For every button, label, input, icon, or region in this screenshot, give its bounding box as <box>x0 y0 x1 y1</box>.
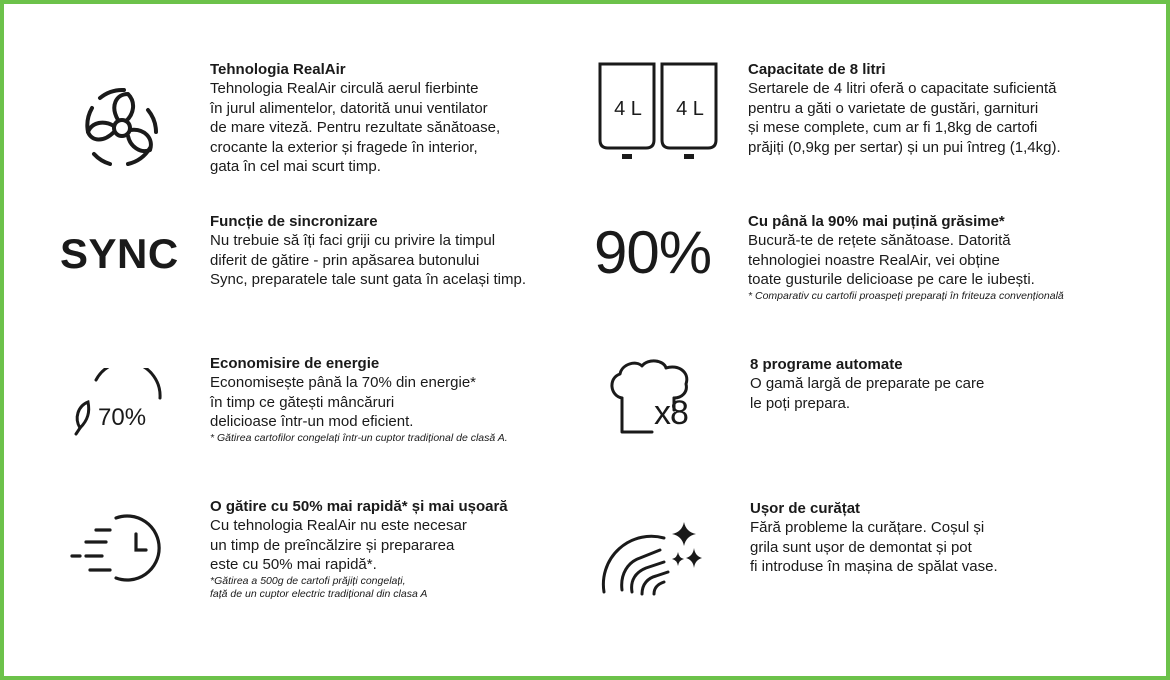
feature-title: Capacitate de 8 litri <box>748 61 886 78</box>
feature-title: O gătire cu 50% mai rapidă* și mai ușoară <box>210 498 508 515</box>
energy-percent: 70% <box>98 404 147 431</box>
feature-title: Ușor de curățat <box>750 500 861 517</box>
feature-description: Bucură-te de rețete sănătoase. Datorită tehnologiei noastre RealAir, vei obține toate gusturile delicioase pe care le iubești. <box>748 232 1035 288</box>
drawer-label: 4 L <box>614 98 642 120</box>
energy-icon <box>66 368 176 440</box>
percent-icon: 90% <box>594 219 712 286</box>
sync-icon: SYNC <box>60 230 179 277</box>
clean-hand-icon <box>598 518 710 600</box>
feature-title: Cu până la 90% mai puțină grăsime* <box>748 213 1005 230</box>
feature-description: Fără probleme la curățare. Coșul și grila sunt ușor de demontat și pot fi introduse în mașina de spălat vase. <box>750 519 998 575</box>
feature-title: Tehnologia RealAir <box>210 61 346 78</box>
drawers-icon <box>596 62 722 162</box>
fast-timer-icon <box>66 508 178 588</box>
drawer-label: 4 L <box>676 98 704 120</box>
feature-footnote: * Comparativ cu cartofii proaspeți preparați în friteuza convențională <box>748 289 1064 302</box>
feature-footnote: * Gătirea cartofilor congelați într-un cuptor tradițional de clasă A. <box>210 431 508 444</box>
feature-footnote: *Gătirea a 500g de cartofi prăjiți congelați, față de un cuptor electric tradițional din clasa A <box>210 574 428 600</box>
feature-description: Tehnologia RealAir circulă aerul fierbinte în jurul alimentelor, datorită unui ventilator de mare viteză. Pentru rezultate sănătoase, crocante la exterior și fragede în interior, gata în cel mai scurt timp. <box>210 80 501 175</box>
program-count: x8 <box>654 394 688 432</box>
feature-description: Sertarele de 4 litri oferă o capacitate suficientă pentru a găti o varietate de gustări, garnituri și mese complete, cum ar fi 1,8kg de cartofi prăjiți (0,9kg per sertar) și un pui întreg (1,4kg). <box>748 80 1061 156</box>
fan-icon <box>70 76 174 176</box>
feature-title: 8 programe automate <box>750 356 903 373</box>
feature-description: Economisește până la 70% din energie* în timp ce gătești mâncăruri delicioase într-un mod eficient. <box>210 374 477 430</box>
feature-description: Nu trebuie să îți faci griji cu privire la timpul diferit de gătire - prin apăsarea butonului Sync, preparatele tale sunt gata în același timp. <box>210 232 527 288</box>
feature-description: Cu tehnologia RealAir nu este necesar un timp de preîncălzire și prepararea este cu 50% mai rapidă*. <box>210 517 467 573</box>
feature-title: Economisire de energie <box>210 355 380 372</box>
chef-hat-icon <box>604 358 704 440</box>
feature-title: Funcție de sincronizare <box>210 213 378 230</box>
feature-description: O gamă largă de preparate pe care le poți prepara. <box>750 375 985 412</box>
